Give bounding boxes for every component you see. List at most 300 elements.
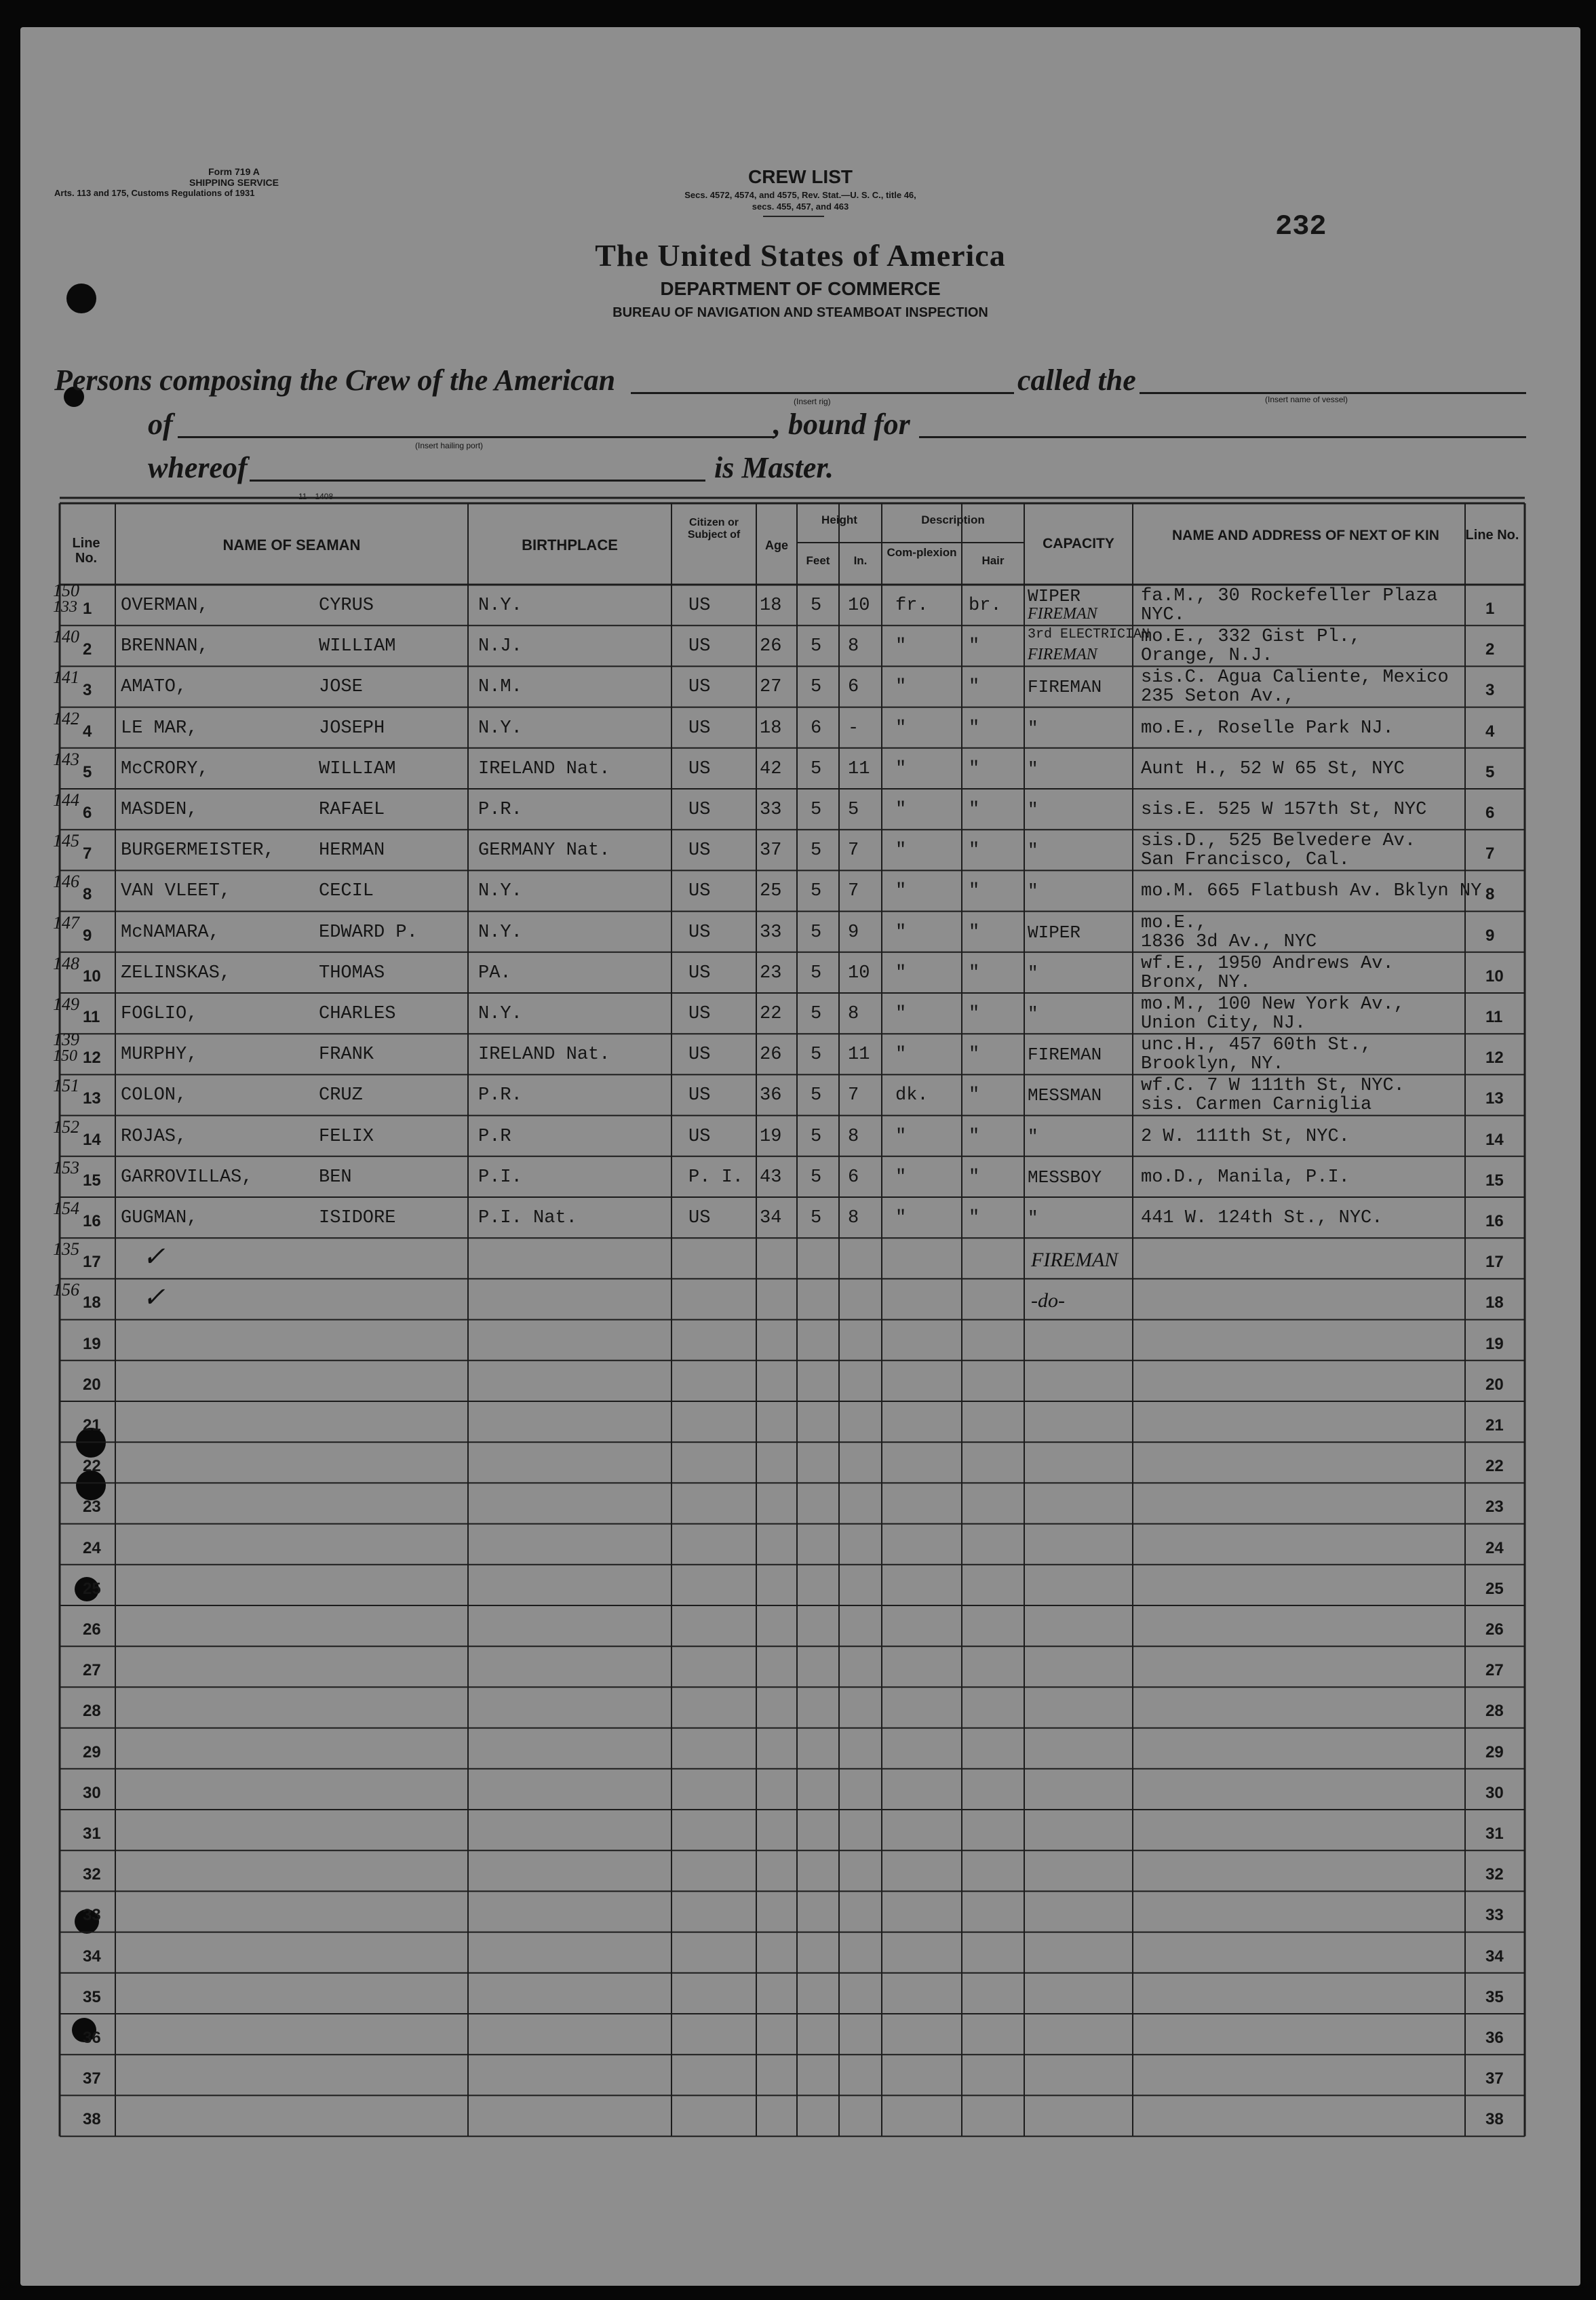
- cell-ft: 5: [811, 1167, 822, 1188]
- line-number-right: 15: [1485, 1171, 1504, 1190]
- cell-in: -: [848, 718, 859, 739]
- cell-citizen: US: [688, 677, 711, 698]
- cell-in: 7: [848, 840, 859, 861]
- form-articles: Arts. 113 and 175, Customs Regulations of 1931: [54, 188, 255, 198]
- cell-citizen: US: [688, 1208, 711, 1228]
- line-number: 21: [83, 1416, 101, 1435]
- cell-capacity: -do-: [1031, 1289, 1065, 1312]
- cell-kin-line-2: 1836 3d Av., NYC: [1141, 931, 1317, 952]
- cell-ft: 5: [811, 962, 822, 983]
- cell-given: CECIL: [319, 881, 374, 902]
- line-number: 22: [83, 1457, 101, 1476]
- cell-kin-line-2: San Francisco, Cal.: [1141, 850, 1350, 871]
- handwritten-ref-number: 151: [53, 1076, 79, 1096]
- line-number-right: 29: [1485, 1742, 1504, 1761]
- cell-surname: ROJAS,: [121, 1126, 187, 1147]
- cell-given: CHARLES: [319, 1004, 396, 1024]
- line-number-right: 17: [1485, 1253, 1504, 1272]
- header-feet: Feet: [806, 554, 830, 567]
- line-number-right: 32: [1485, 1865, 1504, 1884]
- cell-age: 18: [760, 596, 782, 616]
- line-number-right: 14: [1485, 1130, 1504, 1149]
- cell-kin-line-2: Bronx, NY.: [1141, 972, 1251, 993]
- header-name: NAME OF SEAMAN: [222, 537, 361, 553]
- line-number-right: 23: [1485, 1498, 1504, 1517]
- cell-ft: 5: [811, 596, 822, 616]
- line-number: 3: [83, 681, 92, 700]
- cell-birthplace: N.M.: [478, 677, 522, 698]
- cell-capacity: WIPER: [1028, 922, 1081, 943]
- cell-in: 9: [848, 922, 859, 943]
- of-label: of: [148, 408, 173, 441]
- cell-comp: ": [895, 1167, 907, 1188]
- cell-surname: MURPHY,: [121, 1045, 198, 1066]
- cell-comp: ": [895, 962, 907, 983]
- cell-hair: ": [969, 1208, 980, 1228]
- cell-hair: br.: [969, 596, 1002, 616]
- cell-hair: ": [969, 1085, 980, 1106]
- line-number: 19: [83, 1334, 101, 1353]
- cell-birthplace: GERMANY Nat.: [478, 840, 610, 861]
- handwritten-ref-number: 147: [53, 912, 79, 933]
- cell-kin: 441 W. 124th St., NYC.: [1141, 1208, 1383, 1228]
- cell-birthplace: IRELAND Nat.: [478, 758, 610, 779]
- cell-surname: MASDEN,: [121, 800, 198, 820]
- cell-citizen: US: [688, 758, 711, 779]
- handwritten-ref-number: 142: [53, 708, 79, 728]
- cell-age: 25: [760, 881, 782, 902]
- line-number: 2: [83, 640, 92, 659]
- cell-given: WILLIAM: [319, 758, 396, 779]
- header-citizen: Citizen or Subject of: [687, 517, 741, 541]
- cell-given: BEN: [319, 1167, 352, 1188]
- cell-ft: 5: [811, 1085, 822, 1106]
- cell-kin-line-2: NYC.: [1141, 605, 1185, 625]
- header-hair: Hair: [981, 554, 1005, 567]
- cell-kin: mo.M. 665 Flatbush Av. Bklyn NY: [1141, 881, 1482, 902]
- cell-capacity: ": [1028, 962, 1038, 983]
- cell-given: CYRUS: [319, 596, 374, 616]
- line-number: 15: [83, 1171, 101, 1190]
- line-number-right: 27: [1485, 1661, 1504, 1680]
- handwritten-ref-number: 153: [53, 1157, 79, 1177]
- line-number: 26: [83, 1620, 101, 1639]
- cell-kin: fa.M., 30 Rockefeller Plaza: [1141, 586, 1438, 606]
- cell-hair: ": [969, 800, 980, 820]
- cell-comp: ": [895, 1045, 907, 1066]
- cell-in: 7: [848, 1085, 859, 1106]
- cell-capacity: ": [1028, 758, 1038, 779]
- cell-capacity-line-2: FIREMAN: [1028, 646, 1097, 664]
- handwritten-ref-number: 135: [53, 1239, 79, 1260]
- cell-in: 10: [848, 962, 870, 983]
- cell-citizen: US: [688, 1085, 711, 1106]
- header-line-no: Line No.: [72, 536, 100, 566]
- cell-kin: sis.D., 525 Belvedere Av.: [1141, 831, 1416, 852]
- cell-given: HERMAN: [319, 840, 385, 861]
- line-number-right: 6: [1485, 804, 1495, 822]
- cell-kin-line-2: 235 Seton Av.,: [1141, 686, 1295, 707]
- cell-age: 19: [760, 1126, 782, 1147]
- cell-comp: ": [895, 800, 907, 820]
- cell-in: 8: [848, 1126, 859, 1147]
- cell-capacity: WIPER: [1028, 586, 1081, 606]
- cell-in: 6: [848, 677, 859, 698]
- cell-age: 23: [760, 962, 782, 983]
- cell-hair: ": [969, 1126, 980, 1147]
- line-number-right: 30: [1485, 1783, 1504, 1802]
- cell-kin-line-2: Brooklyn, NY.: [1141, 1054, 1284, 1075]
- cell-in: 8: [848, 1208, 859, 1228]
- line-number-right: 21: [1485, 1416, 1504, 1435]
- header-inches: In.: [853, 554, 868, 567]
- cell-in: 8: [848, 1004, 859, 1024]
- line-number-right: 20: [1485, 1375, 1504, 1394]
- form-service: SHIPPING SERVICE: [189, 177, 279, 189]
- line-number: 8: [83, 885, 92, 904]
- handwritten-ref-number: 148: [53, 953, 79, 973]
- print-code: 11—1408: [298, 492, 334, 501]
- cell-citizen: P. I.: [688, 1167, 744, 1188]
- vessel-hint: (Insert name of vessel): [1265, 395, 1348, 404]
- country-heading: The United States of America: [595, 238, 1006, 273]
- line-number: 25: [83, 1579, 101, 1598]
- form-title: CREW LIST: [748, 166, 853, 187]
- cell-comp: ": [895, 1208, 907, 1228]
- cell-ft: 5: [811, 922, 822, 943]
- cell-citizen: US: [688, 1126, 711, 1147]
- cell-kin: mo.D., Manila, P.I.: [1141, 1167, 1350, 1188]
- cell-ft: 5: [811, 1208, 822, 1228]
- cell-age: 43: [760, 1167, 782, 1188]
- called-the-label: called the: [1017, 364, 1136, 397]
- cell-kin: unc.H., 457 60th St.,: [1141, 1035, 1372, 1056]
- cell-in: 6: [848, 1167, 859, 1188]
- cell-age: 36: [760, 1085, 782, 1106]
- port-hint: (Insert hailing port): [415, 441, 484, 450]
- line-number-right: 25: [1485, 1579, 1504, 1598]
- line-number-right: 5: [1485, 762, 1495, 781]
- cell-given: RAFAEL: [319, 800, 385, 820]
- cell-birthplace: P.R.: [478, 800, 522, 820]
- handwritten-ref-number: 139: [53, 1030, 79, 1050]
- line-number-right: 38: [1485, 2110, 1504, 2129]
- line-number-right: 4: [1485, 722, 1495, 741]
- line-number: 5: [83, 762, 92, 781]
- line-number: 29: [83, 1742, 101, 1761]
- bureau-heading: BUREAU OF NAVIGATION AND STEAMBOAT INSPECTION: [612, 305, 988, 320]
- is-master-label: is Master.: [714, 451, 834, 484]
- line-number-right: 24: [1485, 1538, 1504, 1557]
- page-number: 232: [1275, 210, 1327, 243]
- handwritten-ref-number-2: 150: [53, 1047, 77, 1066]
- line-number-right: 13: [1485, 1089, 1504, 1108]
- line-number-right: 7: [1485, 844, 1495, 863]
- line-number: 20: [83, 1375, 101, 1394]
- handwritten-ref-number-2: 133: [53, 598, 77, 616]
- cell-surname: ZELINSKAS,: [121, 962, 231, 983]
- line-number: 17: [83, 1253, 101, 1272]
- form-statutes-1: Secs. 4572, 4574, and 4575, Rev. Stat.—U. S. C., title 46,: [684, 190, 916, 200]
- cell-birthplace: N.Y.: [478, 1004, 522, 1024]
- cell-hair: ": [969, 922, 980, 943]
- cell-comp: ": [895, 922, 907, 943]
- cell-surname: GARROVILLAS,: [121, 1167, 253, 1188]
- line-number-right: 12: [1485, 1049, 1504, 1068]
- handwritten-ref-number: 141: [53, 667, 79, 688]
- cell-citizen: US: [688, 922, 711, 943]
- cell-ft: 5: [811, 881, 822, 902]
- cell-hair: ": [969, 881, 980, 902]
- cell-capacity: FIREMAN: [1028, 677, 1102, 698]
- line-number: 38: [83, 2110, 101, 2129]
- line-number-right: 3: [1485, 681, 1495, 700]
- cell-surname: COLON,: [121, 1085, 187, 1106]
- handwritten-ref-number: 156: [53, 1280, 79, 1300]
- cell-ft: 5: [811, 800, 822, 820]
- cell-citizen: US: [688, 881, 711, 902]
- cell-age: 42: [760, 758, 782, 779]
- line-number-right: 18: [1485, 1293, 1504, 1312]
- handwritten-ref-number: 152: [53, 1116, 79, 1137]
- cell-capacity: MESSBOY: [1028, 1167, 1102, 1188]
- header-capacity: CAPACITY: [1043, 536, 1114, 551]
- cell-birthplace: N.Y.: [478, 922, 522, 943]
- cell-surname: BRENNAN,: [121, 636, 209, 657]
- cell-surname: McCRORY,: [121, 758, 209, 779]
- cell-capacity: ": [1028, 718, 1038, 739]
- cell-birthplace: N.J.: [478, 636, 522, 657]
- cell-capacity: FIREMAN: [1028, 1045, 1102, 1066]
- line-number-right: 28: [1485, 1702, 1504, 1721]
- cell-age: 34: [760, 1208, 782, 1228]
- header-birthplace: BIRTHPLACE: [522, 537, 618, 553]
- line-number-right: 35: [1485, 1987, 1504, 2006]
- cell-kin: wf.E., 1950 Andrews Av.: [1141, 953, 1394, 974]
- line-number: 1: [83, 600, 92, 618]
- cell-surname: AMATO,: [121, 677, 187, 698]
- line-number-right: 19: [1485, 1334, 1504, 1353]
- cell-kin: wf.C. 7 W 111th St, NYC.: [1141, 1076, 1405, 1097]
- line-number-right: 31: [1485, 1825, 1504, 1843]
- line-number: 28: [83, 1702, 101, 1721]
- line-number-right: 11: [1485, 1008, 1503, 1026]
- line-number: 30: [83, 1783, 101, 1802]
- cell-given: THOMAS: [319, 962, 385, 983]
- line-number-right: 9: [1485, 926, 1495, 945]
- cell-birthplace: P.I. Nat.: [478, 1208, 577, 1228]
- cell-comp: fr.: [895, 596, 929, 616]
- cell-comp: ": [895, 677, 907, 698]
- line-number-right: 8: [1485, 885, 1495, 904]
- line-number: 4: [83, 722, 92, 741]
- cell-age: 33: [760, 800, 782, 820]
- line-number: 23: [83, 1498, 101, 1517]
- line-number-right: 2: [1485, 640, 1495, 659]
- header-complexion: Com-plexion: [887, 546, 957, 559]
- line-number: 27: [83, 1661, 101, 1680]
- cell-kin: mo.E.,: [1141, 912, 1207, 933]
- cell-comp: ": [895, 1126, 907, 1147]
- cell-in: 5: [848, 800, 859, 820]
- cell-comp: ": [895, 881, 907, 902]
- cell-given: FELIX: [319, 1126, 374, 1147]
- cell-in: 10: [848, 596, 870, 616]
- cell-birthplace: P.R: [478, 1126, 511, 1147]
- line-number-right: 10: [1485, 967, 1504, 986]
- rig-hint: (Insert rig): [794, 397, 831, 406]
- line-number-right: 37: [1485, 2069, 1504, 2088]
- cell-age: 22: [760, 1004, 782, 1024]
- header-description: Description: [921, 513, 985, 526]
- cell-ft: 5: [811, 840, 822, 861]
- handwritten-ref-number: 144: [53, 790, 79, 810]
- cell-capacity: ": [1028, 1004, 1038, 1024]
- cell-comp: ": [895, 636, 907, 657]
- cell-given: WILLIAM: [319, 636, 396, 657]
- cell-capacity: ": [1028, 800, 1038, 820]
- cell-birthplace: IRELAND Nat.: [478, 1045, 610, 1066]
- cell-surname: VAN VLEET,: [121, 881, 231, 902]
- line-number: 31: [83, 1825, 101, 1843]
- header-height: Height: [821, 513, 857, 526]
- handwritten-ref-number: 149: [53, 994, 79, 1014]
- check-mark: ✓: [142, 1241, 166, 1272]
- cell-hair: ": [969, 1167, 980, 1188]
- cell-surname: GUGMAN,: [121, 1208, 198, 1228]
- cell-capacity: ": [1028, 1208, 1038, 1228]
- cell-comp: ": [895, 758, 907, 779]
- line-number: 14: [83, 1130, 101, 1149]
- whereof-label: whereof: [148, 451, 248, 484]
- cell-ft: 5: [811, 1045, 822, 1066]
- line-number: 34: [83, 1947, 101, 1966]
- line-number: 33: [83, 1906, 101, 1925]
- cell-citizen: US: [688, 1004, 711, 1024]
- line-number: 10: [83, 967, 101, 986]
- cell-citizen: US: [688, 962, 711, 983]
- cell-kin: Aunt H., 52 W 65 St, NYC: [1141, 758, 1405, 779]
- cell-hair: ": [969, 677, 980, 698]
- cell-hair: ": [969, 962, 980, 983]
- cell-age: 18: [760, 718, 782, 739]
- cell-birthplace: N.Y.: [478, 881, 522, 902]
- cell-kin: sis.E. 525 W 157th St, NYC: [1141, 800, 1427, 820]
- line-number-right: 1: [1485, 600, 1495, 618]
- line-number-right: 22: [1485, 1457, 1504, 1476]
- line-number-right: 34: [1485, 1947, 1504, 1966]
- cell-ft: 5: [811, 677, 822, 698]
- cell-birthplace: PA.: [478, 962, 511, 983]
- cell-hair: ": [969, 840, 980, 861]
- line-number: 16: [83, 1212, 101, 1230]
- line-number: 7: [83, 844, 92, 863]
- line-number: 35: [83, 1987, 101, 2006]
- bound-for-label: , bound for: [773, 408, 910, 441]
- header-line-no-right: Line No.: [1465, 528, 1519, 543]
- line-number-right: 16: [1485, 1212, 1504, 1230]
- line-number: 9: [83, 926, 92, 945]
- cell-given: ISIDORE: [319, 1208, 396, 1228]
- header-next-of-kin: NAME AND ADDRESS OF NEXT OF KIN: [1172, 528, 1439, 543]
- preamble-line-1: Persons composing the Crew of the American: [54, 364, 616, 397]
- cell-in: 11: [848, 1045, 870, 1066]
- cell-age: 37: [760, 840, 782, 861]
- line-number: 6: [83, 804, 92, 822]
- cell-kin: sis.C. Agua Caliente, Mexico: [1141, 667, 1449, 688]
- cell-capacity: 3rd ELECTRICIAN: [1028, 627, 1150, 643]
- cell-kin-line-2: sis. Carmen Carniglia: [1141, 1095, 1372, 1116]
- cell-kin: mo.E., Roselle Park NJ.: [1141, 718, 1394, 739]
- cell-birthplace: N.Y.: [478, 596, 522, 616]
- handwritten-ref-number: 143: [53, 749, 79, 769]
- cell-surname: McNAMARA,: [121, 922, 220, 943]
- cell-age: 26: [760, 636, 782, 657]
- cell-kin-line-2: Union City, NJ.: [1141, 1013, 1306, 1034]
- line-number-right: 33: [1485, 1906, 1504, 1925]
- cell-hair: ": [969, 636, 980, 657]
- cell-hair: ": [969, 718, 980, 739]
- handwritten-ref-number: 145: [53, 831, 79, 851]
- cell-age: 33: [760, 922, 782, 943]
- check-mark: ✓: [142, 1282, 166, 1313]
- cell-citizen: US: [688, 636, 711, 657]
- cell-capacity: ": [1028, 840, 1038, 861]
- cell-comp: ": [895, 718, 907, 739]
- department-heading: DEPARTMENT OF COMMERCE: [660, 278, 941, 299]
- cell-capacity: ": [1028, 881, 1038, 902]
- cell-given: CRUZ: [319, 1085, 363, 1106]
- header-age: Age: [764, 539, 788, 552]
- cell-capacity: FIREMAN: [1031, 1249, 1118, 1272]
- cell-given: FRANK: [319, 1045, 374, 1066]
- handwritten-ref-number: 154: [53, 1198, 79, 1218]
- line-number-right: 26: [1485, 1620, 1504, 1639]
- cell-kin-line-2: Orange, N.J.: [1141, 646, 1273, 667]
- cell-given: JOSE: [319, 677, 363, 698]
- handwritten-ref-number: 150: [53, 581, 79, 600]
- cell-surname: BURGERMEISTER,: [121, 840, 275, 861]
- cell-citizen: US: [688, 1045, 711, 1066]
- cell-given: EDWARD P.: [319, 922, 418, 943]
- cell-kin: mo.E., 332 Gist Pl.,: [1141, 627, 1361, 648]
- form-statutes-2: secs. 455, 457, and 463: [752, 201, 849, 212]
- cell-ft: 5: [811, 1126, 822, 1147]
- cell-hair: ": [969, 758, 980, 779]
- cell-surname: FOGLIO,: [121, 1004, 198, 1024]
- cell-ft: 5: [811, 1004, 822, 1024]
- line-number: 12: [83, 1049, 101, 1068]
- handwritten-ref-number: 146: [53, 872, 79, 892]
- cell-age: 27: [760, 677, 782, 698]
- cell-ft: 5: [811, 636, 822, 657]
- cell-kin: 2 W. 111th St, NYC.: [1141, 1126, 1350, 1147]
- line-number: 13: [83, 1089, 101, 1108]
- line-number: 32: [83, 1865, 101, 1884]
- cell-capacity-line-2: FIREMAN: [1028, 605, 1097, 623]
- form-number: Form 719 A: [208, 166, 260, 177]
- cell-ft: 6: [811, 718, 822, 739]
- cell-citizen: US: [688, 800, 711, 820]
- cell-hair: ": [969, 1004, 980, 1024]
- cell-ft: 5: [811, 758, 822, 779]
- cell-citizen: US: [688, 840, 711, 861]
- line-number: 24: [83, 1538, 101, 1557]
- cell-in: 7: [848, 881, 859, 902]
- cell-comp: ": [895, 840, 907, 861]
- cell-age: 26: [760, 1045, 782, 1066]
- cell-comp: ": [895, 1004, 907, 1024]
